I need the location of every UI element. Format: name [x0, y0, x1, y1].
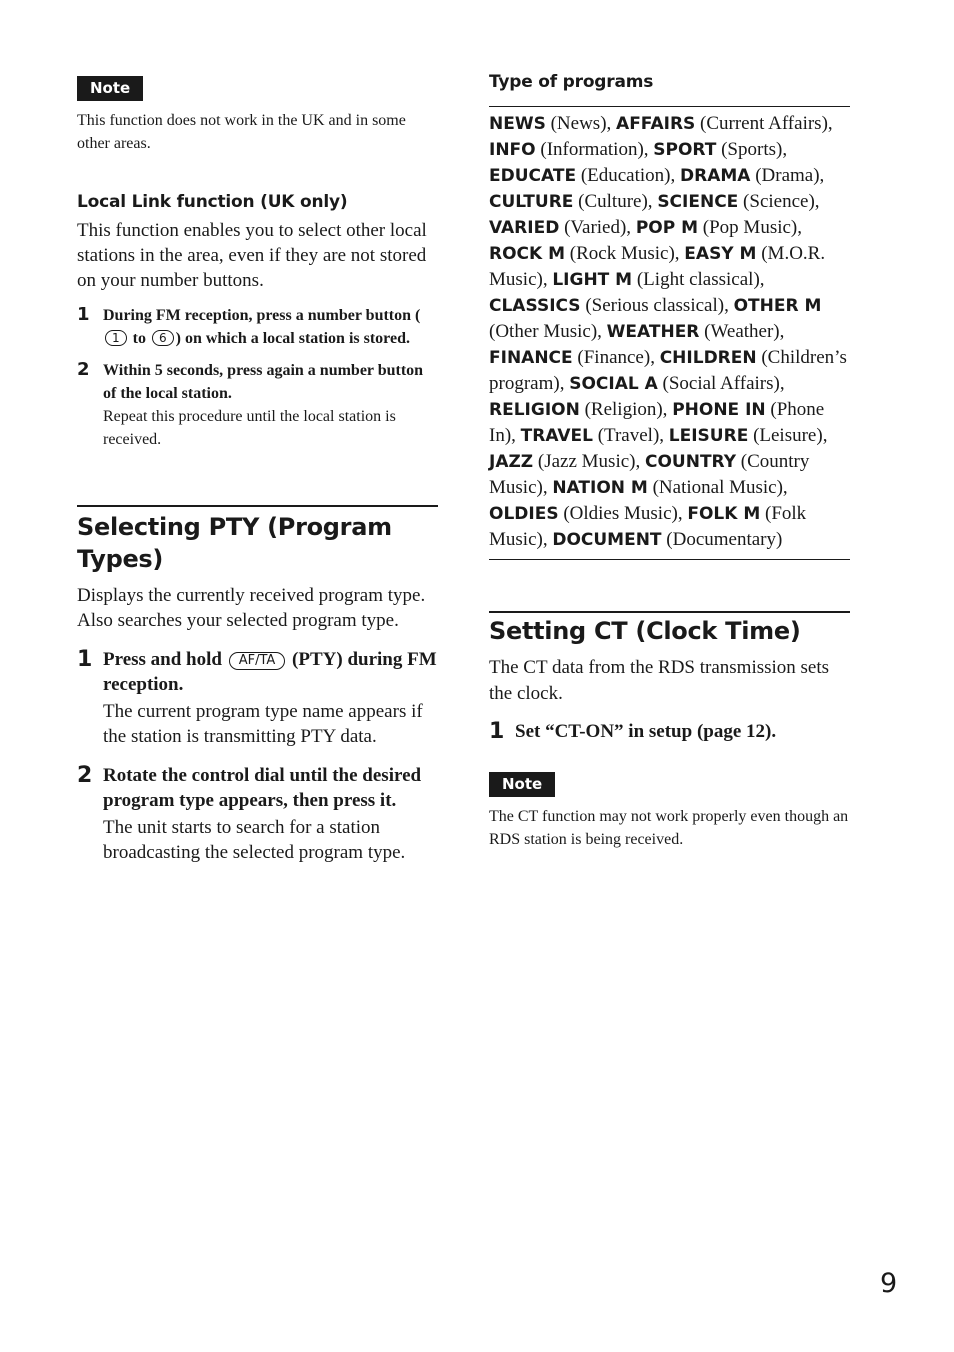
program-type-item [653, 139, 787, 160]
program-type-item [489, 217, 631, 238]
program-type-description: (Travel), [592, 425, 665, 446]
program-type-code: COUNTRY [645, 452, 737, 472]
program-type-item [489, 399, 667, 420]
program-type-code: AFFAIRS [616, 114, 696, 134]
program-type-description: (Light classical), [632, 269, 765, 290]
table-top-rule [489, 106, 850, 107]
program-type-code: ROCK M [489, 244, 566, 264]
note-text: This function does not work in the UK and in some other areas. [77, 112, 406, 152]
step-text-part2: (PTY) during FM reception. [103, 649, 437, 695]
step-text-to: to [128, 330, 150, 347]
step-instruction: Within 5 seconds, press again a number button of the local station. [103, 362, 424, 402]
step-detail: The current program type name appears if the station is transmitting PTY data. [103, 701, 423, 747]
program-type-description: (Children’s program), [489, 347, 847, 394]
program-type-code: SPORT [653, 140, 717, 160]
note-text: The CT function may not work properly even though an RDS station is being received. [489, 808, 849, 848]
program-type-item [489, 191, 653, 212]
program-type-item [489, 503, 683, 524]
step-number: 1 [77, 647, 93, 672]
program-type-item [616, 113, 833, 134]
program-type-description: (Drama), [750, 165, 825, 186]
program-type-description: (Serious classical), [580, 295, 729, 316]
program-type-code: DRAMA [680, 166, 751, 186]
program-type-code: CLASSICS [489, 296, 581, 316]
program-type-description: (Culture), [573, 191, 653, 212]
program-type-item [521, 425, 664, 446]
program-type-code: INFO [489, 140, 536, 160]
program-type-code: NATION M [552, 478, 648, 498]
program-type-item [552, 269, 764, 290]
program-type-code: CHILDREN [659, 348, 757, 368]
left-column [77, 76, 438, 865]
local-link-heading: Local Link function (UK only) [77, 192, 348, 212]
program-type-code: RELIGION [489, 400, 580, 420]
program-type-code: OTHER M [733, 296, 822, 316]
pty-intro: Displays the currently received program type. Also searches your selected program type. [77, 585, 426, 631]
local-link-step-1 [77, 304, 438, 350]
section-divider [489, 611, 850, 613]
program-type-code: DOCUMENT [552, 530, 662, 550]
step-text-part1: During FM reception, press a number button ( [103, 307, 421, 324]
note-label: Note [77, 76, 143, 101]
ct-section-title: Setting CT (Clock Time) [489, 617, 801, 645]
program-type-description: (Leisure), [748, 425, 828, 446]
program-type-code: WEATHER [606, 322, 700, 342]
local-link-step-2 [77, 359, 438, 451]
step-number: 1 [489, 719, 505, 744]
program-type-description: (Current Affairs), [695, 113, 833, 134]
ct-intro: The CT data from the RDS transmission sets the clock. [489, 657, 830, 704]
program-type-item [657, 191, 819, 212]
program-type-description: (Jazz Music), [533, 451, 641, 472]
program-type-code: LEISURE [668, 426, 749, 446]
program-type-item [552, 477, 787, 498]
program-type-description: (National Music), [647, 477, 788, 498]
program-type-item [489, 139, 649, 160]
step-instruction: Rotate the control dial until the desired program type appears, then press it. [103, 765, 422, 811]
pty-step-2 [77, 763, 438, 865]
program-type-description: (M.O.R. Music), [489, 243, 826, 290]
program-type-item [669, 425, 828, 446]
step-number: 1 [77, 304, 90, 325]
program-type-description: (Country Music), [489, 451, 810, 498]
program-type-description: (Oldies Music), [558, 503, 683, 524]
program-type-code: LIGHT M [552, 270, 633, 290]
program-type-code: SOCIAL A [569, 374, 658, 394]
program-type-description: (Documentary) [661, 529, 783, 550]
program-type-code: SCIENCE [657, 192, 739, 212]
step-number: 2 [77, 359, 90, 380]
section-divider [77, 505, 438, 507]
program-type-description: (Sports), [716, 139, 788, 160]
program-type-code: NEWS [489, 114, 546, 134]
program-type-description: (Rock Music), [565, 243, 680, 264]
program-type-description: (Varied), [559, 217, 632, 238]
number-button-1-icon: 1 [105, 330, 127, 346]
program-type-code: VARIED [489, 218, 560, 238]
program-type-item [680, 165, 824, 186]
local-link-intro: This function enables you to select other local stations in the area, even if they are not stored on your number buttons. [77, 220, 427, 291]
program-type-description: (Information), [535, 139, 649, 160]
program-type-description: (Weather), [699, 321, 785, 342]
program-type-code: POP M [635, 218, 699, 238]
program-type-code: TRAVEL [520, 426, 593, 446]
program-type-code: PHONE IN [672, 400, 766, 420]
right-column [489, 70, 850, 851]
program-type-description: (Science), [738, 191, 820, 212]
program-types-heading: Type of programs [489, 72, 654, 92]
program-type-code: FOLK M [687, 504, 761, 524]
program-type-description: (Folk Music), [489, 503, 807, 550]
program-type-item [489, 347, 655, 368]
program-type-item [489, 295, 729, 316]
program-type-item [489, 451, 640, 472]
program-types-list [489, 111, 850, 559]
program-type-code: OLDIES [489, 504, 559, 524]
step-detail: The unit starts to search for a station broadcasting the selected program type. [103, 817, 406, 863]
ct-step-1 [489, 719, 850, 744]
program-type-item [636, 217, 802, 238]
program-type-code: EDUCATE [489, 166, 577, 186]
pty-step-1 [77, 647, 438, 749]
program-type-code: FINANCE [489, 348, 573, 368]
program-type-description: (Finance), [572, 347, 655, 368]
program-type-item [552, 529, 782, 550]
program-type-item [489, 243, 680, 264]
step-detail: Repeat this procedure until the local station is received. [103, 408, 396, 448]
program-type-description: (Phone In), [489, 399, 825, 446]
step-instruction: Set “CT-ON” in setup (page 12). [515, 721, 777, 742]
program-type-item [489, 113, 611, 134]
pty-section-title: Selecting PTY (Program Types) [77, 513, 392, 573]
program-type-description: (Other Music), [489, 321, 602, 342]
program-type-item [489, 165, 675, 186]
program-type-code: CULTURE [489, 192, 574, 212]
program-type-description: (Social Affairs), [657, 373, 785, 394]
step-text-part2: ) on which a local station is stored. [175, 330, 410, 347]
program-type-item [569, 373, 784, 394]
step-number: 2 [77, 763, 93, 788]
program-type-item [607, 321, 785, 342]
page-number: 9 [880, 1268, 898, 1299]
program-type-code: JAZZ [489, 452, 534, 472]
note-label: Note [489, 772, 555, 797]
program-type-code: EASY M [684, 244, 757, 264]
program-type-description: (Education), [576, 165, 676, 186]
table-bottom-rule [489, 559, 850, 560]
af-ta-button-icon: AF/TA [229, 652, 286, 670]
program-type-description: (Pop Music), [698, 217, 803, 238]
number-button-6-icon: 6 [152, 330, 174, 346]
program-type-description: (News), [545, 113, 612, 134]
program-type-description: (Religion), [579, 399, 668, 420]
step-text-part1: Press and hold [103, 649, 227, 670]
